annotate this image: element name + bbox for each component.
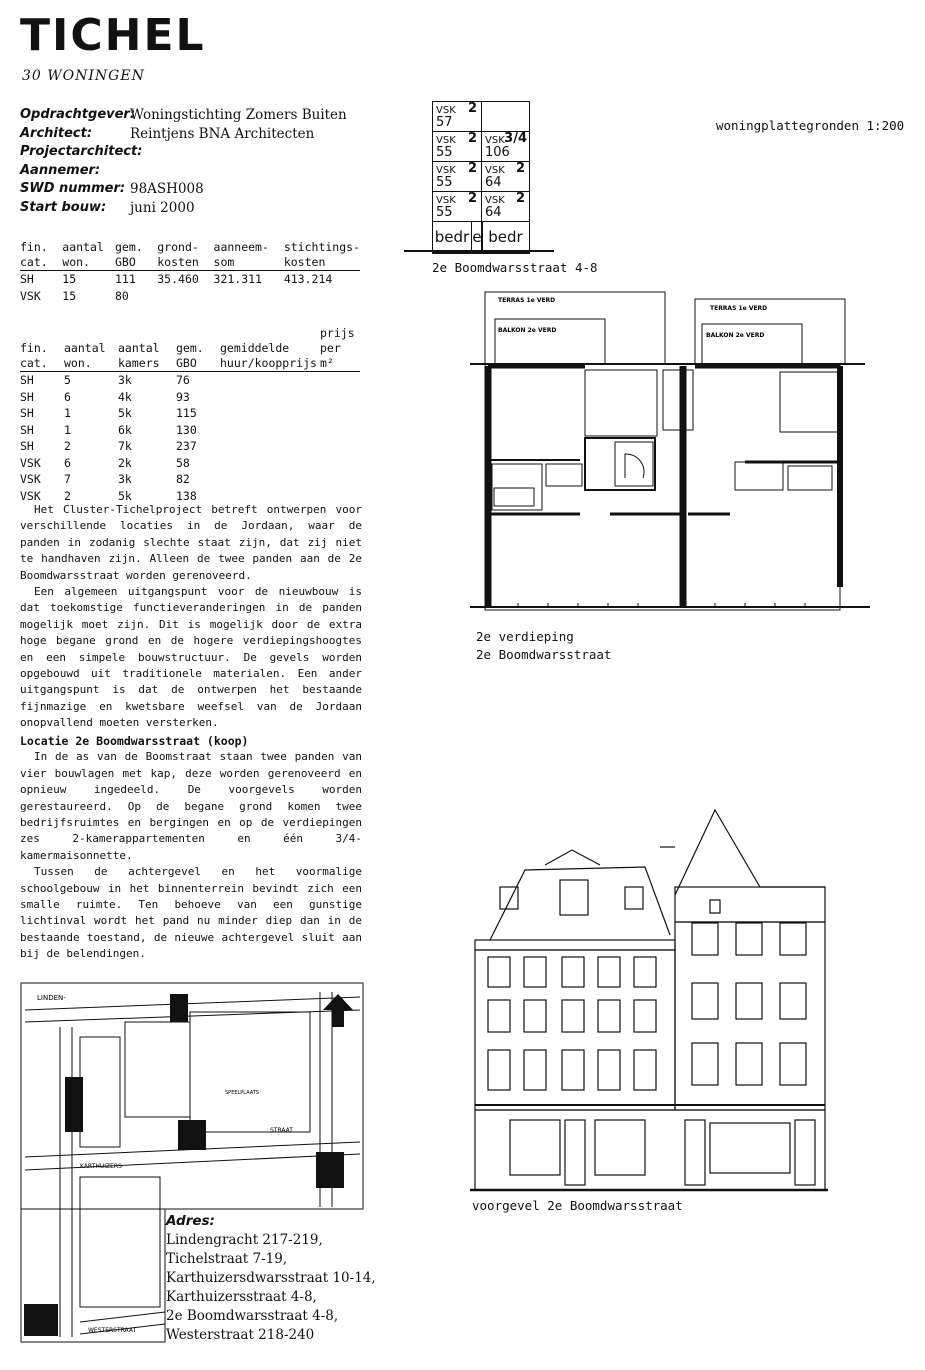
unit-cell: VSK 2 55: [432, 161, 482, 192]
meta-key: Opdrachtgever:: [20, 107, 136, 122]
paragraph: Tussen de achtergevel en het voormalige schoolgebouw in het binnenterrein bevindt zich een smalle ruimte. Ten behoeve van een gunstige lichtinval wordt het pand nu minder diep dan in de bestaande toestand, de nieuwe achtergevel sluit aan bij de belendingen.: [20, 865, 362, 961]
table-header-row: [20, 240, 360, 271]
column-header: aantal won.: [62, 240, 115, 271]
plan-caption-line: 2e verdieping: [476, 629, 574, 644]
unit-section-diagram: [432, 101, 530, 253]
meta-value: Woningstichting Zomers Buiten: [130, 107, 347, 123]
business-cell: bedr: [432, 221, 472, 254]
column-header: grond- kosten: [157, 240, 213, 271]
address-line: Tichelstraat 7-19,: [166, 1251, 288, 1267]
dwelling-table: [20, 326, 360, 504]
meta-value: 98ASH008: [130, 181, 204, 198]
plan-caption: [476, 628, 611, 664]
paragraph: Het Cluster-Tichelproject betreft ontwerpen voor verschillende locaties in de Jordaan, waar de panden in zodanig slechte staat zijn, dat zij niet te handhaven zijn. Alleen de twee panden aan de 2e Boomdwarsstraat worden gerenoveerd.: [20, 503, 362, 582]
column-header: fin. cat.: [20, 326, 64, 372]
address-label: Adres:: [166, 1213, 215, 1229]
table-row: SH 2 7k 237: [20, 439, 197, 453]
page-subtitle: 30 WONINGEN: [22, 68, 145, 84]
column-header: aantal won.: [64, 326, 118, 372]
address-line: 2e Boomdwarsstraat 4-8,: [166, 1308, 339, 1324]
unit-cell: VSK 3/4 106: [481, 131, 530, 162]
diagram-caption: 2e Boomdwarsstraat 4-8: [432, 260, 598, 275]
project-meta: [20, 106, 347, 218]
column-header: gemiddelde huur/koopprijs: [220, 326, 320, 372]
floor-plan: [470, 282, 875, 622]
table-row: SH 5 3k 76: [20, 373, 190, 387]
column-header: aantal kamers: [118, 326, 176, 372]
unit-cell: VSK 2 64: [481, 191, 530, 222]
street-label: SPEELPLAATS: [225, 1090, 260, 1096]
column-header: aanneem- som: [214, 240, 284, 271]
elevation-caption: voorgevel 2e Boomdwarsstraat: [472, 1198, 683, 1213]
meta-key: Architect:: [20, 125, 93, 141]
unit-cell: VSK 2 57: [432, 101, 482, 132]
unit-cell: VSK 2 55: [432, 131, 482, 162]
table-row: SH 1 6k 130: [20, 422, 197, 437]
business-cell: bedr: [481, 221, 530, 254]
table-row: VSK 15 80: [20, 288, 129, 303]
meta-key: Start bouw:: [20, 199, 107, 215]
meta-value: Reintjens BNA Architecten: [130, 125, 315, 142]
column-header: gem. GBO: [115, 240, 157, 271]
table-row: VSK 7 3k 82: [20, 472, 190, 486]
street-label: WESTERSTRAAT: [88, 1327, 137, 1334]
cost-table: [20, 240, 360, 304]
plan-caption-line: 2e Boomdwarsstraat: [476, 647, 612, 662]
meta-row: [20, 143, 347, 162]
street-label: KARTHUIZERS: [80, 1163, 122, 1170]
unit-cell: [481, 101, 530, 131]
balkon-label: BALKON 2e VERD: [498, 327, 557, 334]
meta-row: [20, 125, 347, 144]
paragraph: In de as van de Boomstraat staan twee panden van vier bouwlagen met kap, deze worden gerenoveerd en opnieuw ingedeeld. De voorgevels worden gerestaureerd. Op de begane grond komen twee bedrijfsruimtes en bergingen en op de verdiepingen zes 2-kamerappartementen en één 3/4-kamermaisonnette.: [20, 750, 362, 862]
intro-text: [20, 502, 362, 732]
location-text: [20, 733, 362, 963]
section-heading: Locatie 2e Boomdwarsstraat (koop): [20, 734, 249, 748]
unit-cell: VSK 2 64: [481, 161, 530, 192]
terras-label: TERRAS 1e VERD: [498, 297, 556, 304]
table-row: VSK 6 2k 58: [20, 455, 190, 470]
terras-label: TERRAS 1e VERD: [710, 305, 768, 312]
address-block: [166, 1212, 376, 1345]
meta-key: Projectarchitect:: [20, 144, 143, 160]
ground-line: [404, 250, 554, 252]
unit-cell: VSK 2 55: [432, 191, 482, 222]
address-line: Karthuizersdwarsstraat 10-14,: [166, 1270, 376, 1286]
column-header: stichtings- kosten: [283, 240, 360, 269]
street-label: LINDEN-: [37, 994, 66, 1002]
paragraph: Een algemeen uitgangspunt voor de nieuwbouw is dat toekomstige functieveranderingen in de panden mogelijk moet zijn. Dit is mogelijk door de extra hoge begane grond en de hogere verdiepingshoogtes en een simpele bouwstructuur. De gevels worden opgebouwd uit traditionele materialen. Een ander uitgangspunt is dat de ontwerpen het bestaande fijnmazige en kwetsbare weefsel van de Jordaan onopvallend moeten versterken.: [20, 585, 362, 730]
table-row: SH 6 4k 93: [20, 389, 190, 404]
meta-value: juni 2000: [130, 199, 195, 216]
page-title: TICHEL: [20, 10, 206, 61]
table-row: VSK 2 5k 138: [20, 488, 197, 503]
entrance-cell: e: [471, 221, 483, 254]
facade-elevation: [470, 805, 830, 1195]
scale-label: woningplattegronden 1:200: [716, 118, 905, 133]
table-header-row: [20, 326, 360, 372]
address-line: Lindengracht 217-219,: [166, 1232, 323, 1248]
meta-key: Aannemer:: [20, 162, 101, 178]
meta-row: [20, 199, 347, 218]
meta-row: [20, 162, 347, 181]
column-header: fin. cat.: [20, 240, 62, 271]
balkon-label: BALKON 2e VERD: [706, 332, 765, 339]
column-header: prijs per m²: [320, 326, 360, 372]
address-line: Karthuizersstraat 4-8,: [166, 1289, 317, 1305]
column-header: gem. GBO: [176, 326, 220, 372]
table-row: SH 1 5k 115: [20, 406, 197, 420]
street-label: STRAAT: [270, 1127, 293, 1134]
meta-key: SWD nummer:: [20, 181, 126, 197]
meta-row: [20, 180, 347, 199]
meta-row: [20, 106, 347, 125]
address-line: Westerstraat 218-240: [166, 1327, 315, 1343]
table-row: SH 15 111 35.460 321.311 413.214: [20, 272, 333, 286]
